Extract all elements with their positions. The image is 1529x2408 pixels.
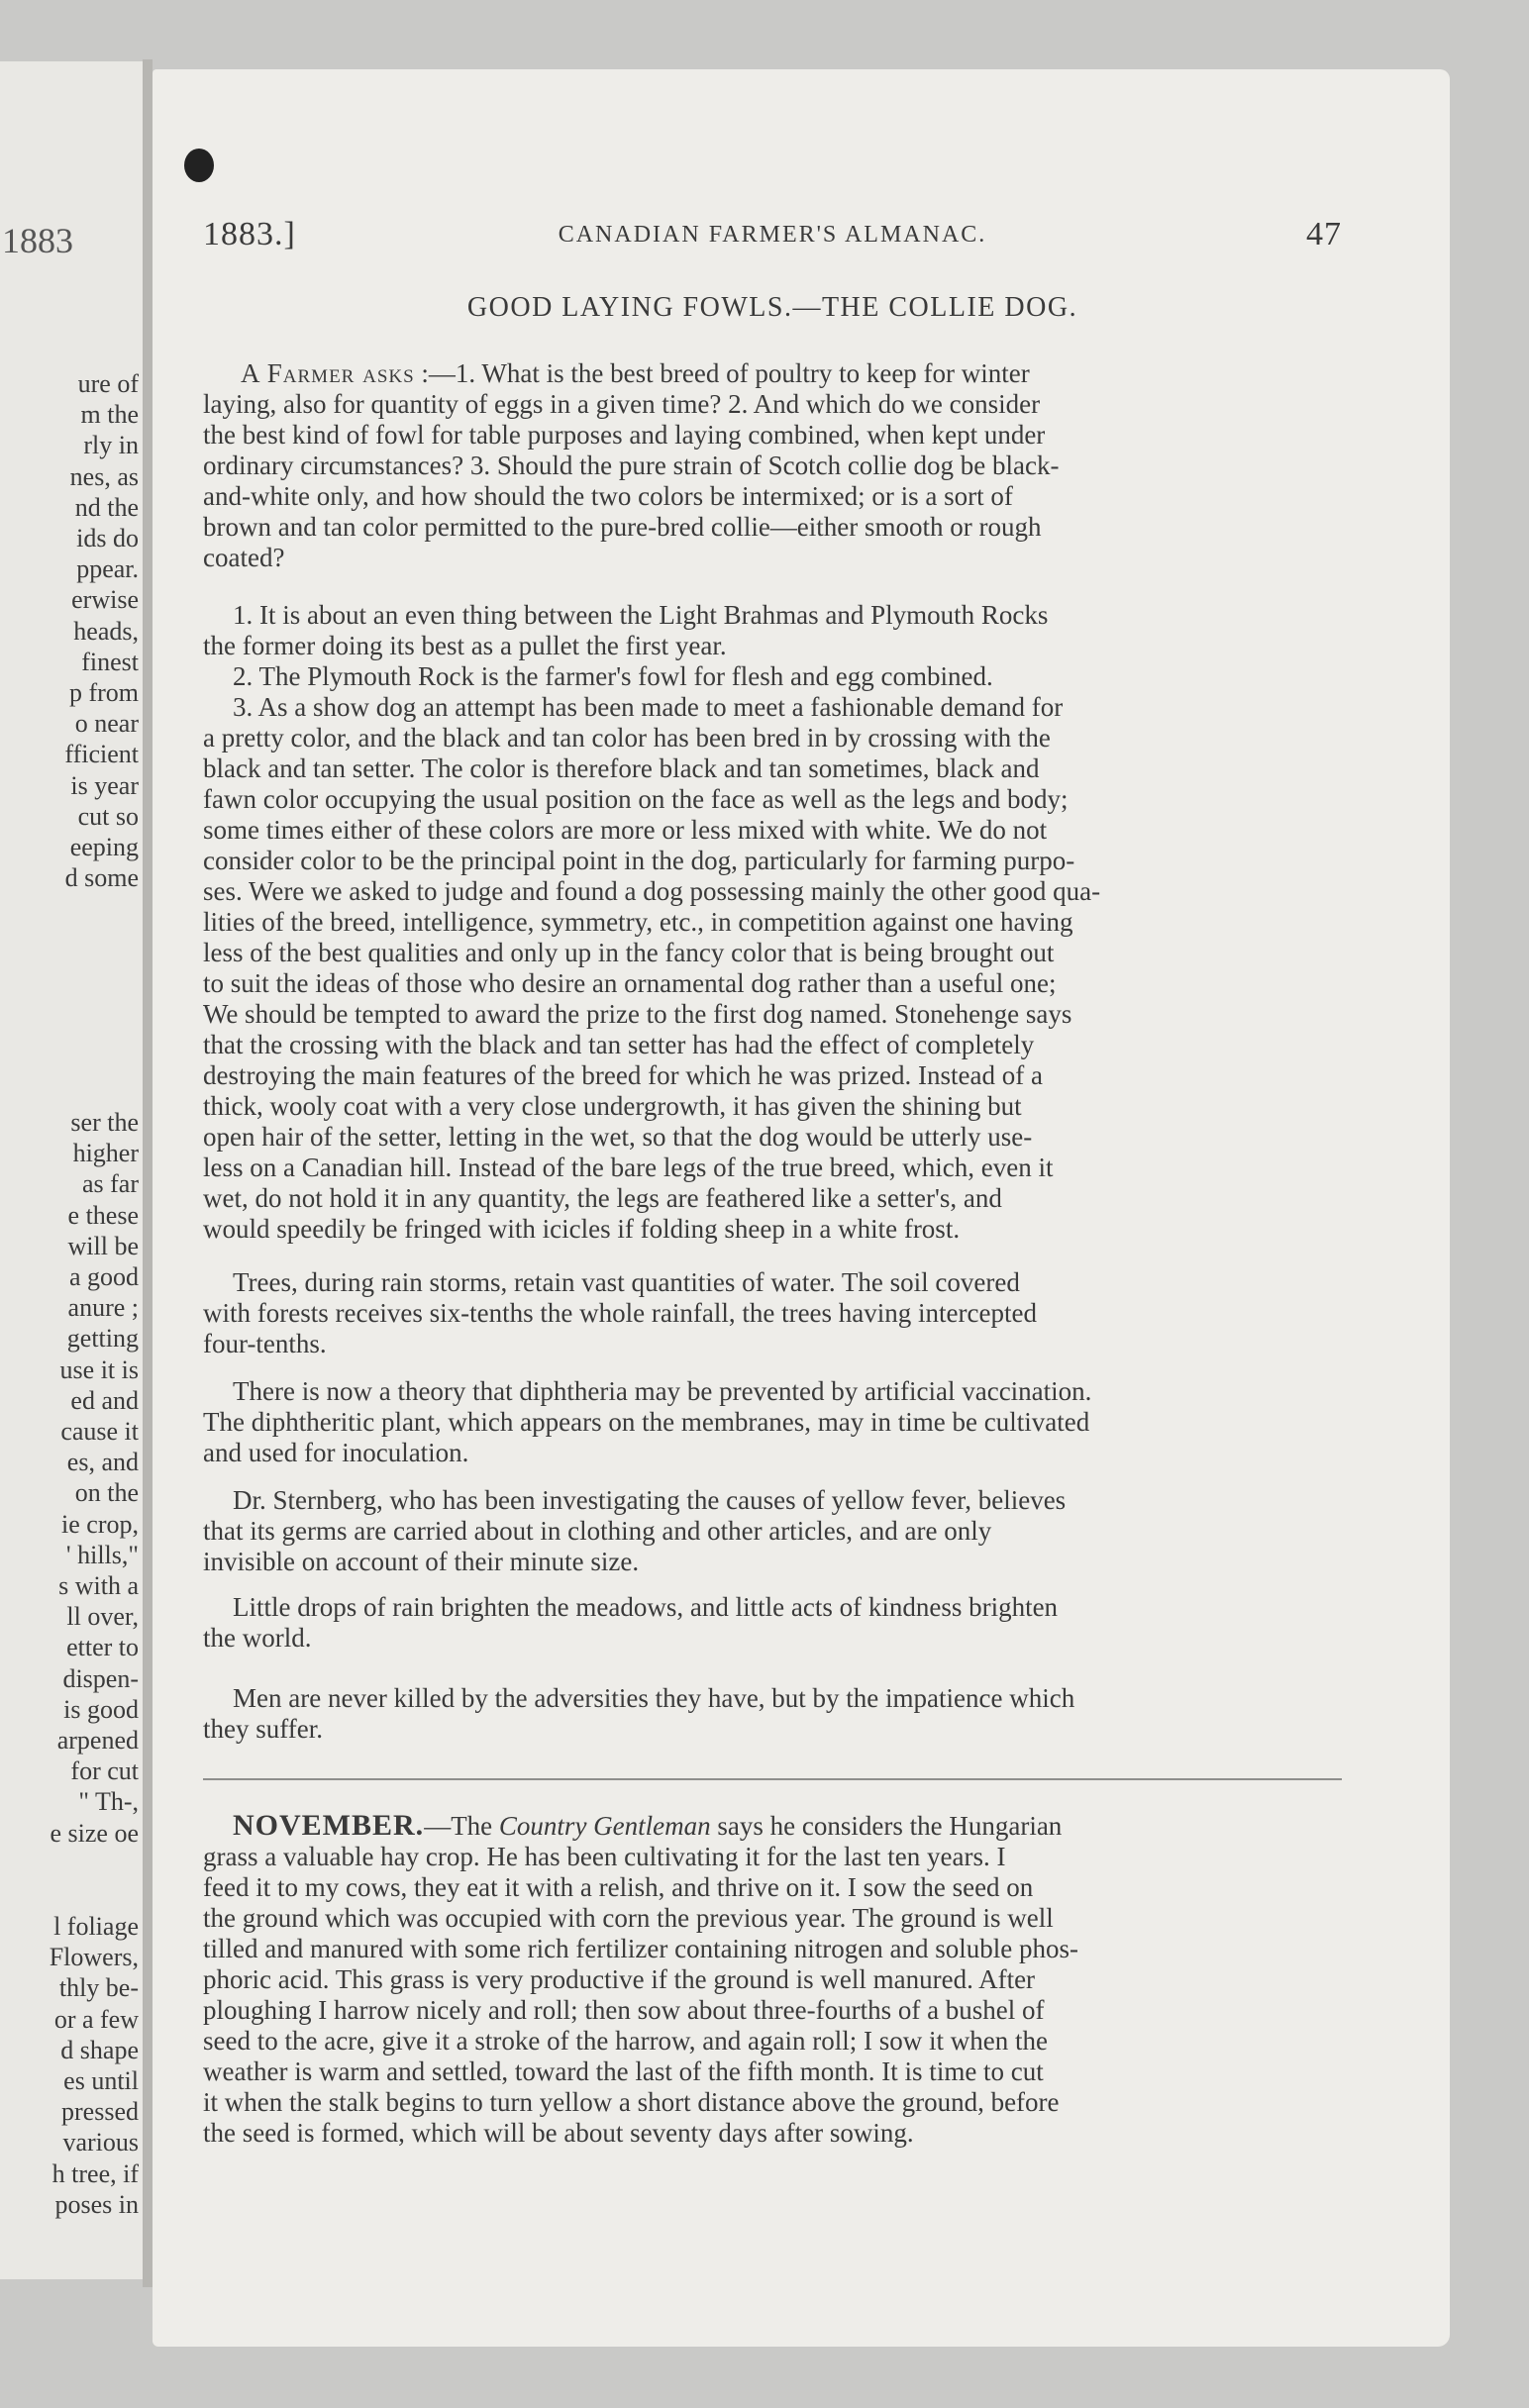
question-line: and-white only, and how should the two colors be intermixed; or is a sort of (203, 481, 1013, 511)
left-page-fragment-line: anure ; (67, 1293, 139, 1323)
left-page-fragment-line: thly be- (58, 1973, 139, 2003)
left-page-fragment-line: cause it (60, 1417, 139, 1447)
left-page-fragment-line: use it is (59, 1354, 139, 1384)
punch-hole (184, 149, 214, 182)
answer-line: less of the best qualities and only up in the fancy color that is being brought out (203, 938, 1055, 967)
left-page-fragment-line: or a few (53, 2004, 139, 2034)
left-page-fragment-line: will be (67, 1231, 139, 1260)
paragraph-line: four-tenths. (203, 1329, 327, 1358)
left-page-fragment-line: m the (80, 400, 139, 430)
left-page-fragment-line: cut so (77, 801, 139, 831)
answer-line: 1. It is about an even thing between the Light Brahmas and Plymouth Rocks (233, 600, 1049, 630)
left-page-fragment-line: is good (63, 1694, 139, 1724)
left-page-fragment-line: heads, (73, 616, 139, 646)
left-page-fragments-middle (0, 1107, 139, 1849)
paragraph-line: There is now a theory that diphtheria may be prevented by artificial vaccination. (233, 1376, 1092, 1406)
article-title: GOOD LAYING FOWLS.—THE COLLIE DOG. (466, 292, 1078, 323)
question-first-line (203, 358, 1342, 389)
answer-line: the former doing its best as a pullet the first year. (203, 631, 727, 660)
question-line: coated? (203, 543, 285, 572)
paragraph-line: Men are never killed by the adversities they have, but by the impatience which (233, 1683, 1075, 1713)
left-page-fragment-line: arpened (56, 1726, 139, 1756)
running-head (203, 216, 1342, 259)
left-page-header: 1883 (2, 221, 73, 260)
answer-line: 3. As a show dog an attempt has been made to meet a fashionable demand for (233, 692, 1064, 722)
left-page-fragment-line: h tree, if (51, 2158, 139, 2188)
left-page-fragment-line: ' hills," (65, 1540, 139, 1569)
november-line: the ground which was occupied with corn the previous year. The ground is well (203, 1903, 1054, 1933)
paragraph-line: Little drops of rain brighten the meadows, and little acts of kindness brighten (233, 1592, 1059, 1622)
month-label: NOVEMBER. (233, 1809, 425, 1842)
question-paragraph (203, 358, 1342, 573)
header-title: CANADIAN FARMER'S ALMANAC. (558, 222, 987, 248)
left-page-fragment-line: l foliage (53, 1912, 139, 1941)
answer-line: to suit the ideas of those who desire an ornamental dog rather than a useful one; (203, 968, 1057, 998)
left-page-fragment-line: ed and (70, 1385, 139, 1415)
left-page-fragment-line: ll over, (66, 1602, 139, 1632)
november-line: phoric acid. This grass is very productive if the ground is well manured. After (203, 1964, 1036, 1994)
november-line: seed to the acre, give it a stroke of the harrow, and again roll; I sow it when the (203, 2026, 1048, 2056)
paragraph-line: Trees, during rain storms, retain vast quantities of water. The soil covered (233, 1267, 1020, 1297)
answer-paragraph (203, 600, 1342, 1245)
answer-line: destroying the main features of the breed for which he was prized. Instead of a (203, 1060, 1043, 1090)
answer-line: thick, wooly coat with a very close undergrowth, it has given the shining but (203, 1091, 1022, 1121)
answer-line: some times either of these colors are more or less mixed with white. We do not (203, 815, 1048, 845)
left-page-fragment-line: is year (70, 770, 139, 800)
answer-line: 2. The Plymouth Rock is the farmer's fowl for flesh and egg combined. (233, 661, 993, 691)
paragraph-line: that its germs are carried about in clothing and other articles, and are only (203, 1516, 992, 1546)
left-page-fragment-line: poses in (54, 2189, 139, 2219)
november-line: feed it to my cows, they eat it with a relish, and thrive on it. I sow the seed on (203, 1872, 1034, 1902)
left-page-fragment-line: nes, as (69, 461, 139, 491)
trees-paragraph (203, 1267, 1342, 1359)
header-year: 1883.] (203, 216, 296, 252)
left-page-fragments-top (0, 368, 139, 893)
question-line: ordinary circumstances? 3. Should the pure strain of Scotch collie dog be black- (203, 451, 1060, 480)
left-page-fragment-line: d shape (60, 2035, 139, 2064)
left-page-fragment-line: pressed (61, 2097, 139, 2127)
left-page-fragment-line: " Th-, (78, 1787, 139, 1817)
left-page-fragment-line: as far (81, 1169, 139, 1199)
answer-line: ses. Were we asked to judge and found a dog possessing mainly the other good qua- (203, 876, 1101, 906)
november-line: ploughing I harrow nicely and roll; then sow about three-fourths of a bushel of (203, 1995, 1045, 2025)
november-first-line (203, 1810, 1342, 1842)
left-page-fragment-line: ser the (70, 1108, 139, 1137)
left-page-fragment-line: dispen- (62, 1663, 139, 1693)
answer-line: less on a Canadian hill. Instead of the bare legs of the true breed, which, even it (203, 1153, 1054, 1182)
left-page-fragment-line: es, and (66, 1448, 139, 1477)
november-line: grass a valuable hay crop. He has been cultivating it for the last ten years. I (203, 1842, 1006, 1871)
answer-line: wet, do not hold it in any quantity, the legs are feathered like a setter's, and (203, 1183, 1002, 1213)
left-page-fragment-line: ie crop, (61, 1509, 139, 1539)
left-page-fragment-line: higher (72, 1139, 139, 1168)
left-page-fragment (0, 61, 147, 2279)
left-page-fragment-line: s with a (58, 1571, 139, 1601)
answer-line: that the crossing with the black and tan setter has had the effect of completely (203, 1030, 1035, 1059)
question-line: :—1. What is the best breed of poultry to keep for winter (421, 358, 1030, 388)
left-page-fragment-line: a good (68, 1262, 139, 1292)
november-line: the seed is formed, which will be about seventy days after sowing. (203, 2118, 914, 2148)
paragraph-line: invisible on account of their minute size. (203, 1547, 640, 1576)
left-page-fragment-line: ppear. (76, 554, 139, 584)
answer-line: a pretty color, and the black and tan color has been bred in by crossing with the (203, 723, 1051, 752)
left-page-fragment-line: various (62, 2128, 139, 2157)
yellow-fever-paragraph (203, 1485, 1342, 1577)
answer-line: consider color to be the principal point in the dog, particularly for farming purpo- (203, 846, 1075, 875)
source-title: Country Gentleman (498, 1811, 711, 1841)
november-line: tilled and manured with some rich fertilizer containing nitrogen and soluble phos- (203, 1934, 1079, 1963)
left-page-fragment-line: d some (64, 863, 139, 893)
left-page-fragment-line: ids do (76, 524, 139, 553)
question-line: brown and tan color permitted to the pure-bred collie—either smooth or rough (203, 512, 1042, 542)
november-paragraph (203, 1810, 1342, 2149)
left-page-fragment-line: erwise (71, 585, 139, 615)
left-page-fragment-line: rly in (83, 431, 139, 460)
left-page-fragment-line: on the (74, 1478, 139, 1508)
left-page-fragment-line: getting (66, 1324, 139, 1354)
left-page-fragment-line: nd the (74, 492, 139, 522)
left-page-fragment-line: es until (63, 2066, 139, 2096)
left-page-fragments-bottom (0, 1911, 139, 2220)
answer-line: lities of the breed, intelligence, symmetry, etc., in competition against one having (203, 907, 1073, 937)
november-first-rest: says he considers the Hungarian (717, 1811, 1063, 1841)
paragraph-line: and used for inoculation. (203, 1438, 469, 1467)
paragraph-line: with forests receives six-tenths the whole rainfall, the trees having intercepted (203, 1298, 1037, 1328)
paragraph-line: Dr. Sternberg, who has been investigating the causes of yellow fever, believes (233, 1485, 1067, 1515)
november-line: it when the stalk begins to turn yellow a short distance above the ground, before (203, 2087, 1060, 2117)
question-label: A Farmer asks (241, 358, 415, 388)
november-intro: —The (424, 1811, 493, 1841)
question-line: laying, also for quantity of eggs in a given time? 2. And which do we consider (203, 389, 1041, 419)
left-page-fragment-line: e these (67, 1200, 139, 1230)
answer-line: open hair of the setter, letting in the wet, so that the dog would be utterly use- (203, 1122, 1033, 1152)
page-number: 47 (1306, 216, 1342, 252)
adversities-paragraph (203, 1683, 1342, 1745)
left-page-fragment-line: ure of (77, 369, 139, 398)
left-page-fragment-line: Flowers, (49, 1943, 139, 1972)
paragraph-line: they suffer. (203, 1714, 323, 1744)
left-page-fragment-line: e size oe (50, 1818, 139, 1848)
answer-line: fawn color occupying the usual position on the face as well as the legs and body; (203, 784, 1069, 814)
answer-line: would speedily be fringed with icicles if folding sheep in a white frost. (203, 1214, 961, 1244)
left-page-fragment-line: fficient (64, 740, 139, 769)
left-page-fragment-line: finest (81, 647, 139, 676)
paragraph-line: the world. (203, 1623, 312, 1653)
section-divider (203, 1778, 1342, 1780)
question-line: the best kind of fowl for table purposes and laying combined, when kept under (203, 420, 1046, 450)
kindness-paragraph (203, 1592, 1342, 1654)
november-line: weather is warm and settled, toward the last of the fifth month. It is time to cut (203, 2057, 1044, 2086)
paragraph-line: The diphtheritic plant, which appears on the membranes, may in time be cultivated (203, 1407, 1090, 1437)
answer-line: black and tan setter. The color is therefore black and tan sometimes, black and (203, 753, 1040, 783)
left-page-fragment-line: etter to (66, 1633, 139, 1662)
left-page-fragment-line: eeping (69, 833, 139, 862)
left-page-fragment-line: o near (74, 709, 139, 739)
book-gutter (143, 59, 153, 2287)
diphtheria-paragraph (203, 1376, 1342, 1468)
answer-line: We should be tempted to award the prize to the first dog named. Stonehenge says (203, 999, 1072, 1029)
left-page-fragment-line: p from (68, 678, 139, 708)
left-page-fragment-line: for cut (70, 1756, 139, 1786)
